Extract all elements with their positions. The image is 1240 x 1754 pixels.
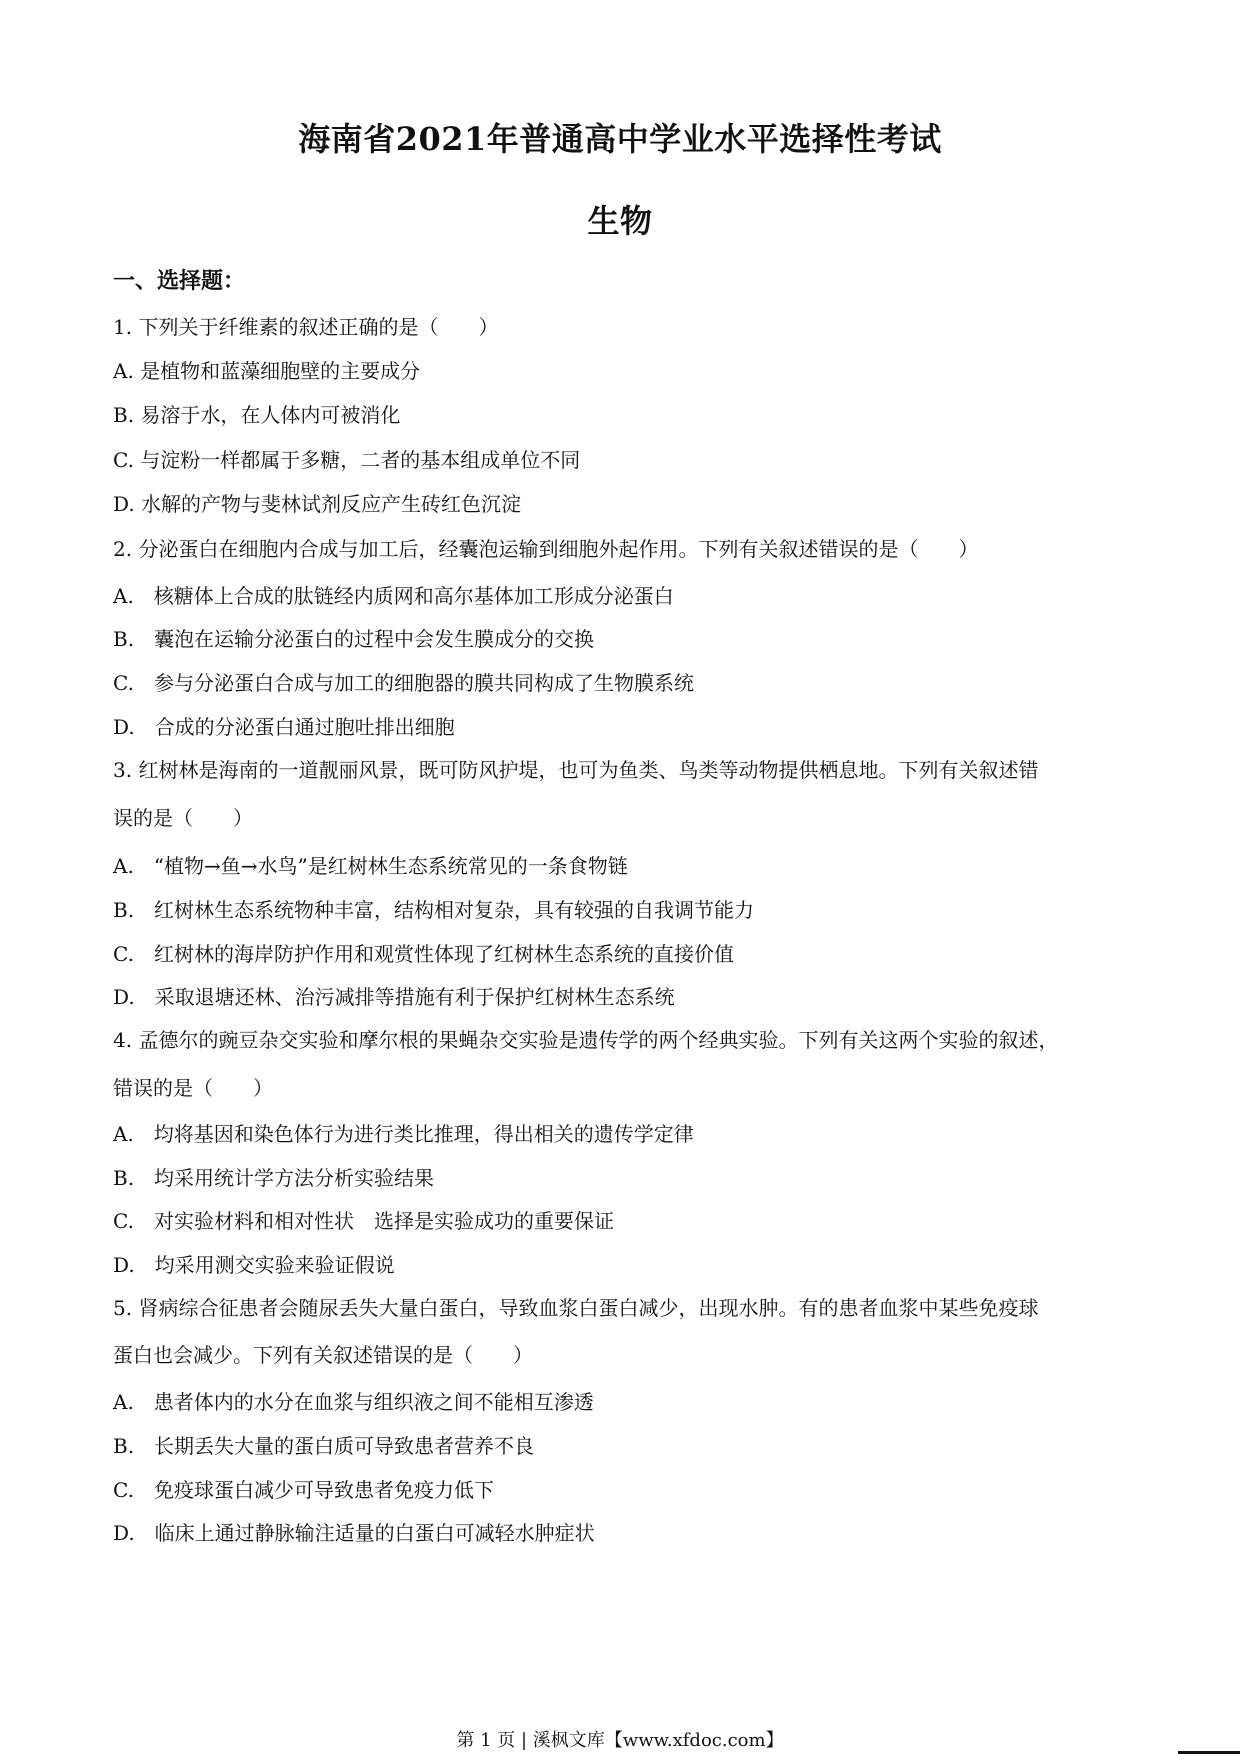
question-3-stem-line-1: 3. 红树林是海南的一道靓丽风景，既可防风护堤，也可为鱼类、鸟类等动物提供栖息地。下列有关叙述错 (113, 758, 1039, 782)
section-heading: 一、选择题： (113, 268, 246, 294)
question-3-stem-line-2: 误的是（ ） (113, 806, 253, 830)
question-5-stem-line-1: 5. 肾病综合征患者会随尿丢失大量白蛋白，导致血浆白蛋白减少，出现水肿。有的患者血浆中某些免疫球 (113, 1296, 1039, 1320)
question-4-option-b: B. 均采用统计学方法分析实验结果 (113, 1166, 435, 1190)
subject-title: 生物 (587, 202, 653, 240)
question-1-option-b: B. 易溶于水，在人体内可被消化 (113, 403, 401, 427)
question-4-option-c: C. 对实验材料和相对性状 选择是实验成功的重要保证 (113, 1209, 614, 1233)
page-footer: 第 1 页 | 溪枫文库【www.xfdoc.com】 (456, 1730, 784, 1751)
question-5-stem-line-2: 蛋白也会减少。下列有关叙述错误的是（ ） (113, 1343, 533, 1367)
question-2-option-a: A. 核糖体上合成的肽链经内质网和高尔基体加工形成分泌蛋白 (113, 584, 674, 608)
question-4-option-a: A. 均将基因和染色体行为进行类比推理，得出相关的遗传学定律 (113, 1122, 694, 1146)
question-3-option-c: C. 红树林的海岸防护作用和观赏性体现了红树林生态系统的直接价值 (113, 942, 734, 966)
question-2-option-c: C. 参与分泌蛋白合成与加工的细胞器的膜共同构成了生物膜系统 (113, 671, 694, 695)
question-4-stem-line-2: 错误的是（ ） (113, 1076, 273, 1100)
question-4-stem-line-1: 4. 孟德尔的豌豆杂交实验和摩尔根的果蝇杂交实验是遗传学的两个经典实验。下列有关这两个实验的叙述， (113, 1028, 1059, 1052)
question-1-option-d: D. 水解的产物与斐林试剂反应产生砖红色沉淀 (113, 492, 522, 516)
question-5-option-c: C. 免疫球蛋白减少可导致患者免疫力低下 (113, 1478, 494, 1502)
question-4-option-d: D. 均采用测交实验来验证假说 (113, 1253, 395, 1277)
question-2-option-d: D. 合成的分泌蛋白通过胞吐排出细胞 (113, 715, 455, 739)
question-1-option-a: A. 是植物和蓝藻细胞壁的主要成分 (113, 359, 421, 383)
question-1-stem: 1. 下列关于纤维素的叙述正确的是（ ） (113, 315, 499, 339)
question-1-option-c: C. 与淀粉一样都属于多糖，二者的基本组成单位不同 (113, 448, 581, 472)
question-3-option-b: B. 红树林生态系统物种丰富，结构相对复杂，具有较强的自我调节能力 (113, 898, 755, 922)
exam-title: 海南省2021年普通高中学业水平选择性考试 (298, 120, 942, 158)
question-5-option-a: A. 患者体内的水分在血浆与组织液之间不能相互渗透 (113, 1390, 594, 1414)
question-5-option-d: D. 临床上通过静脉输注适量的白蛋白可减轻水肿症状 (113, 1521, 595, 1545)
question-3-option-d: D. 采取退塘还林、治污减排等措施有利于保护红树林生态系统 (113, 985, 675, 1009)
question-2-option-b: B. 囊泡在运输分泌蛋白的过程中会发生膜成分的交换 (113, 627, 595, 651)
question-5-option-b: B. 长期丢失大量的蛋白质可导致患者营养不良 (113, 1434, 535, 1458)
question-3-option-a: A. “植物→鱼→水鸟”是红树林生态系统常见的一条食物链 (113, 854, 628, 878)
question-2-stem: 2. 分泌蛋白在细胞内合成与加工后，经囊泡运输到细胞外起作用。下列有关叙述错误的是（ ） (113, 537, 979, 561)
